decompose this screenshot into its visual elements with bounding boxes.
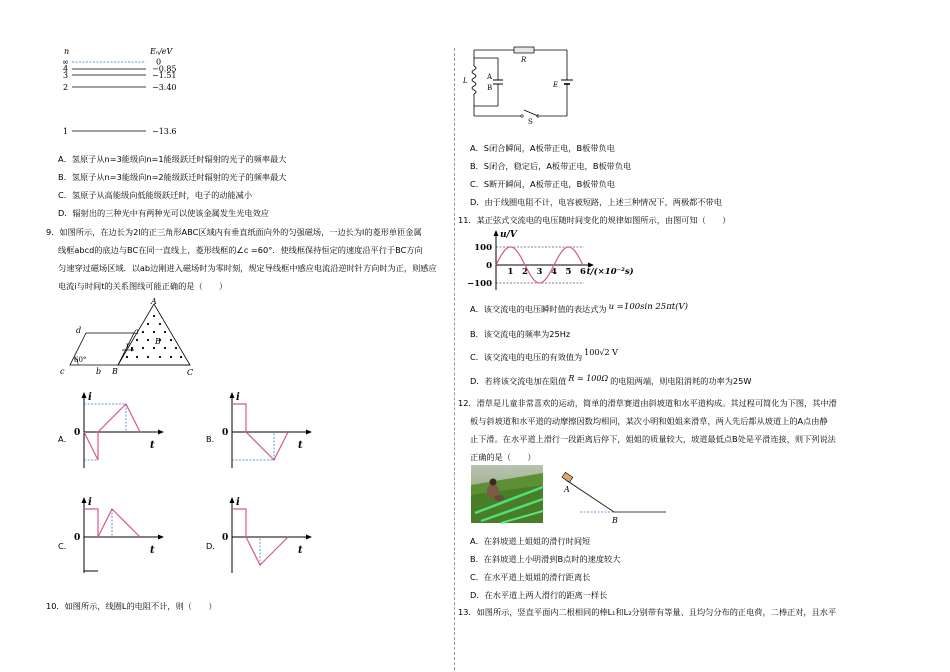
origin-label: 0: [222, 533, 229, 543]
q11-voltage-chart: [460, 230, 634, 292]
q9-option-b-label: B．: [206, 434, 220, 444]
t-axis-arrow: [158, 535, 164, 540]
t-label: t: [298, 440, 303, 451]
t-axis-arrow: [306, 430, 312, 435]
magnetic-field-dots: [126, 315, 182, 358]
level-e-2: −3.40: [152, 83, 177, 92]
svg-text:A: A: [487, 73, 493, 81]
level-n-3: 3: [63, 71, 69, 80]
origin-label: 0: [74, 428, 81, 438]
u-tick-label: −100: [467, 279, 492, 289]
svg-text:B: B: [155, 337, 161, 346]
svg-text:B: B: [612, 516, 618, 525]
level-e-4: −0.85: [152, 64, 177, 74]
u-tick-label: 0: [486, 261, 492, 271]
svg-text:S: S: [528, 118, 533, 126]
x-tick-label: 6: [580, 267, 586, 277]
x-tick-label: 4: [551, 267, 557, 277]
level-e-3: −1.51: [152, 71, 177, 80]
q10-option-d: D．由于线圈电阻不计，电容被短路，上述三种情况下，两极都不带电: [470, 197, 722, 207]
q8-option-c: C．氢原子从高能级向低能级跃迁时，电子的动能减小: [58, 190, 253, 200]
svg-text:A: A: [151, 297, 157, 306]
x-tick-label: 5: [565, 267, 572, 277]
q12-slope-diagram: [556, 472, 676, 528]
u-tick-label: 100: [474, 243, 492, 253]
x-tick-label: 3: [536, 267, 543, 277]
q10-circuit: [462, 44, 582, 124]
i-axis-arrow: [82, 392, 87, 398]
column-divider: [454, 48, 455, 670]
q9-option-d-label: D．: [206, 541, 221, 551]
x-tick-label: 2: [522, 267, 528, 277]
n-axis-label: n: [64, 47, 70, 56]
svg-text:C: C: [187, 368, 194, 377]
q12-option-d: D．在水平道上两人滑行的距离一样长: [470, 590, 608, 600]
energy-level-diagram: [58, 44, 188, 138]
svg-text:a: a: [134, 327, 139, 336]
t-label: t: [298, 545, 303, 556]
level-n-1: 1: [63, 127, 69, 136]
svg-text:R: R: [521, 56, 527, 64]
q12-stem-line4: 正确的是（ ）: [470, 452, 536, 462]
inductor-coil: [472, 66, 476, 94]
svg-text:E: E: [553, 81, 559, 89]
t-label: t: [150, 545, 155, 556]
svg-text:b: b: [96, 367, 102, 376]
q11-formula-c: 100√2 V: [584, 348, 618, 357]
level-n-inf: ∞: [62, 57, 69, 67]
q12-stem-line1: 12．滑草是儿童非常喜欢的运动，简单的滑草赛道由斜坡道和水平道构成。其过程可简化为下图，其中滑: [458, 398, 837, 408]
svg-text:60°: 60°: [74, 356, 87, 364]
q11-option-d: D．若将该交流电加在阻值 R = 100Ω 的电阻两端，则电阻消耗的功率为25W: [470, 374, 752, 386]
q8-option-b: B．氢原子从n=3能级向n=2能级跃迁时辐射的光子的频率最大: [58, 172, 287, 182]
svg-text:B: B: [487, 84, 493, 92]
svg-text:d: d: [76, 326, 82, 335]
origin-label: 0: [222, 428, 229, 438]
q9-graph-c[interactable]: [70, 495, 170, 580]
resistor: [514, 47, 534, 53]
q11-formula-d: R = 100Ω: [568, 374, 609, 383]
q11-option-a: A．该交流电的电压瞬时值的表达式为 u =100sin 25πt(V): [470, 302, 688, 314]
energy-axis-label: Eₙ/eV: [150, 47, 173, 56]
q10-option-c: C．S断开瞬间，A板带正电，B板带负电: [470, 179, 615, 189]
q9-stem-line2: 线框abcd的底边与BC在同一直线上，菱形线框的∠c =60°．使线框保持恒定的速度沿平行于BC方向: [58, 245, 423, 255]
i-label: i: [88, 497, 92, 508]
q9-figure: [56, 297, 206, 380]
q9-graph-d[interactable]: [218, 495, 318, 580]
u-axis-label: u/V: [500, 230, 517, 240]
origin-label: 0: [74, 533, 81, 543]
q9-graph-b[interactable]: [218, 390, 318, 470]
i-label: i: [236, 392, 240, 403]
q11-option-c: C．该交流电的电压的有效值为 100√2 V: [470, 348, 618, 362]
q11-stem: 11．某正弦式交流电的电压随时间变化的规律如图所示，由图可知（ ）: [458, 215, 731, 225]
slider-block: [562, 472, 573, 482]
level-e-inf: 0: [156, 57, 162, 67]
t-label: t: [150, 440, 155, 451]
q10-option-a: A．S闭合瞬间，A板带正电，B板带负电: [470, 143, 615, 153]
q12-option-b: B．在斜坡道上小明滑到B点时的速度较大: [470, 554, 621, 564]
svg-text:B: B: [112, 367, 118, 376]
q9-stem-line1: 9．如图所示，在边长为2l的正三角形ABC区域内有垂直纸面向外的匀强磁场，一边长为l的菱形单匝金属: [46, 227, 422, 237]
q8-option-d: D．辐射出的三种光中有两种光可以使该金属发生光电效应: [58, 208, 269, 218]
q9-option-a-label: A．: [58, 434, 72, 444]
q11-option-b: B．该交流电的频率为25Hz: [470, 329, 571, 339]
svg-text:v: v: [126, 341, 131, 350]
i-axis-arrow: [82, 497, 87, 503]
x-tick-label: 1: [507, 267, 514, 277]
level-n-4: 4: [63, 64, 69, 74]
i-axis-arrow: [230, 392, 235, 398]
level-e-1: −13.6: [152, 127, 177, 136]
t-axis-arrow: [158, 430, 164, 435]
i-label: i: [88, 392, 92, 403]
q12-option-a: A．在斜坡道上姐姐的滑行时间短: [470, 536, 591, 546]
q11-formula-a: u =100sin 25πt(V): [608, 302, 688, 312]
q10-option-b: B．S闭合，稳定后，A板带正电，B板带负电: [470, 161, 632, 171]
q8-option-a: A．氢原子从n=3能级向n=1能级跃迁时辐射的光子的频率最大: [58, 154, 287, 164]
q9-option-c-label: C．: [58, 541, 72, 551]
svg-text:L: L: [463, 77, 468, 85]
i-label: i: [236, 497, 240, 508]
svg-text:c: c: [60, 367, 65, 376]
x-axis-label: t/(×10⁻²s): [586, 267, 634, 277]
t-axis-arrow: [306, 535, 312, 540]
q12-option-c: C．在水平道上姐姐的滑行距离长: [470, 572, 591, 582]
u-axis-arrow: [494, 230, 499, 236]
switch: [524, 110, 538, 116]
q9-stem-line4: 电流i与时间t的关系图线可能正确的是（ ）: [58, 281, 228, 291]
q12-stem-line2: 板与斜坡道和水平道的动摩擦因数均相同，某次小明和姐姐来滑草，两人先后都从坡道上的A点由静: [470, 416, 828, 426]
q12-stem-line3: 止下滑。在水平道上滑行一段距离后停下，姐姐的质量较大，坡道最低点B处是平滑连接，则下列说法: [470, 434, 836, 444]
q9-graph-a[interactable]: [70, 390, 170, 470]
q10-stem: 10．如图所示，线圈L的电阻不计，则（ ）: [46, 601, 217, 611]
q9-stem-line3: 匀速穿过磁场区域．以ab边刚进入磁场时为零时刻，规定导线框中感应电流沿逆时针方向时为正，则感应: [58, 263, 437, 273]
level-n-2: 2: [63, 83, 69, 92]
i-axis-arrow: [230, 497, 235, 503]
svg-text:A: A: [564, 485, 570, 494]
q12-photo: [471, 465, 543, 523]
q13-stem: 13．如图所示，竖直平面内二根相同的棒L₁和L₂分别带有等量、且均匀分布的正电荷，二棒正对，且水平: [458, 607, 837, 617]
